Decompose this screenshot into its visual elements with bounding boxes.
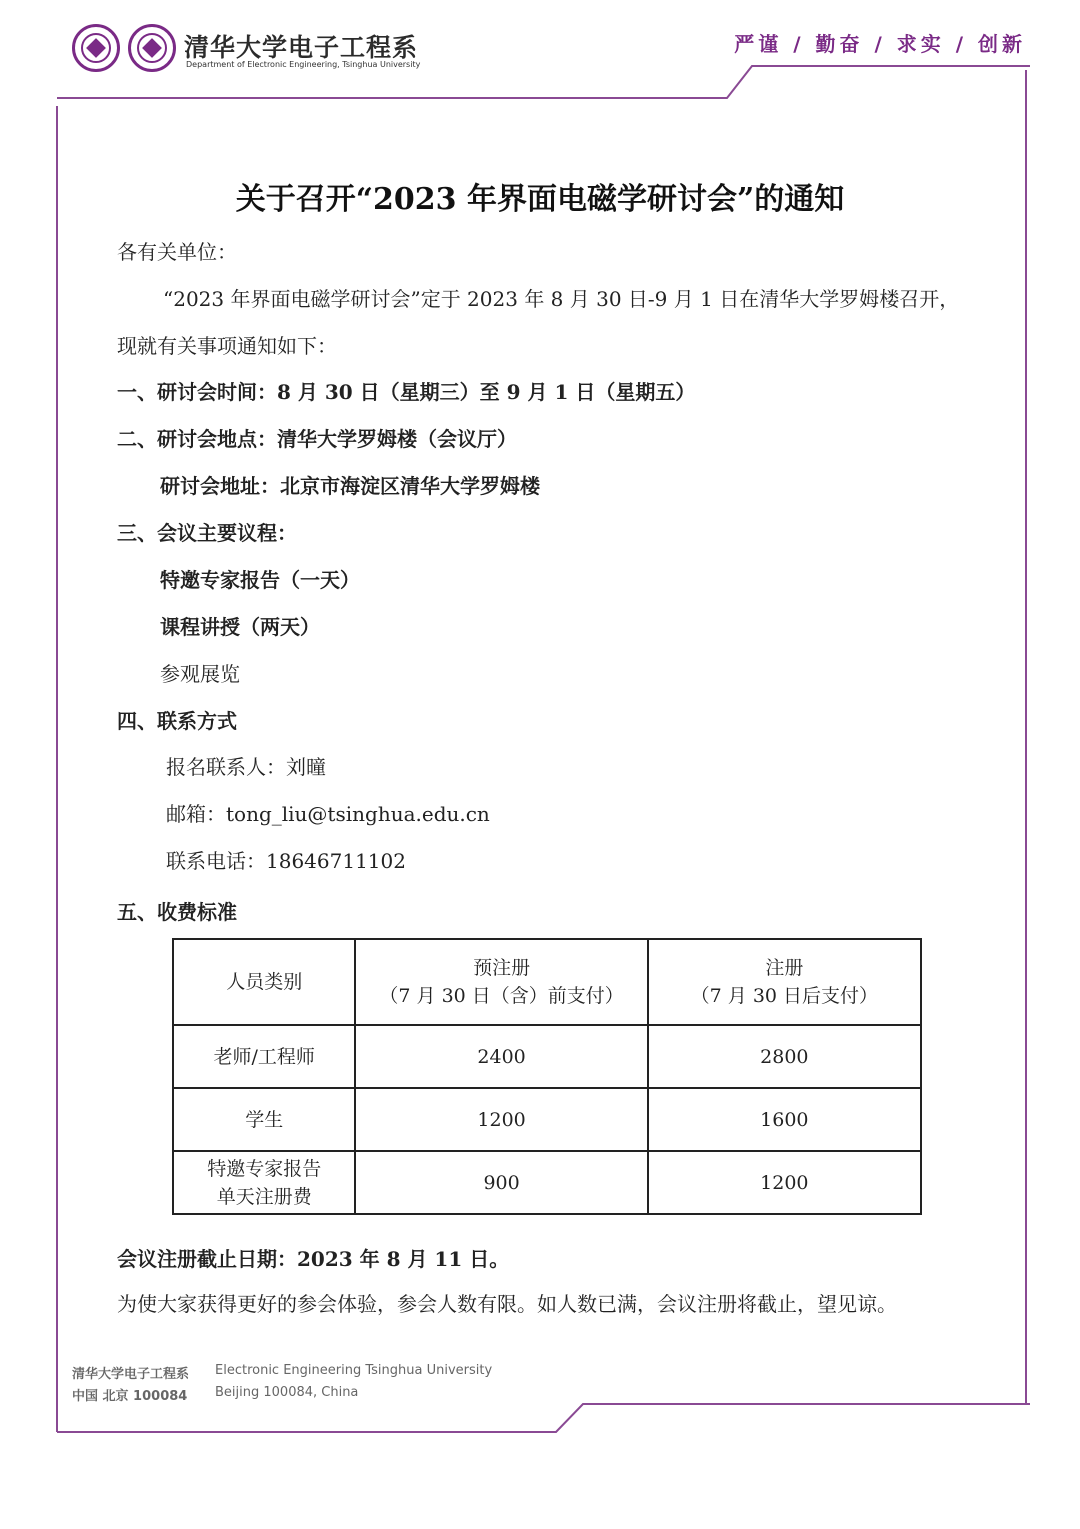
header-reg-note: （7 月 30 日后支付）: [690, 985, 879, 1007]
dept-name-cn: 清华大学电子工程系: [184, 33, 419, 62]
section-venue: 二、研讨会地点：清华大学罗姆楼（会议厅）: [117, 427, 517, 451]
row-reg-fee: 2800: [648, 1025, 921, 1088]
contact-phone: 联系电话：18646711102: [166, 849, 406, 873]
row-category-line-2: 单天注册费: [216, 1185, 312, 1208]
row-category: [173, 1151, 355, 1214]
header-pre-title: 预注册: [473, 957, 531, 979]
intro-line-1: “2023 年界面电磁学研讨会”定于 2023 年 8 月 30 日-9 月 1 日在清华大学罗姆楼召开，: [163, 287, 960, 311]
ee-dept-logo: [128, 24, 176, 72]
footer-en-line-2: Beijing 100084, China: [215, 1385, 359, 1400]
header-pre-note: （7 月 30 日（含）前支付）: [379, 985, 624, 1007]
fee-table: [172, 938, 922, 1215]
intro-line-2: 现就有关事项通知如下：: [117, 334, 337, 358]
contact-email: 邮箱：tong_liu@tsinghua.edu.cn: [166, 802, 490, 826]
table-header-row: [173, 939, 921, 1025]
header-registration: [648, 939, 921, 1025]
row-pre-fee: 2400: [355, 1025, 647, 1088]
header-preregistration: [355, 939, 647, 1025]
agenda-item-1: 特邀专家报告（一天）: [160, 568, 360, 592]
row-pre-fee: 900: [355, 1151, 647, 1214]
row-reg-fee: 1200: [648, 1151, 921, 1214]
row-category: 学生: [173, 1088, 355, 1151]
closing-note: 为使大家获得更好的参会体验，参会人数有限。如人数已满，会议注册将截止，望见谅。: [117, 1292, 897, 1316]
table-row: [173, 1025, 921, 1088]
header-category: 人员类别: [173, 939, 355, 1025]
salutation: 各有关单位：: [117, 240, 237, 264]
section-time: 一、研讨会时间：8 月 30 日（星期三）至 9 月 1 日（星期五）: [117, 380, 696, 404]
section-fees-heading: 五、收费标准: [117, 900, 237, 924]
section-contact-heading: 四、联系方式: [117, 709, 237, 733]
motto: 严谨 / 勤奋 / 求实 / 创新: [734, 32, 1026, 56]
registration-deadline: 会议注册截止日期：2023 年 8 月 11 日。: [117, 1247, 510, 1271]
agenda-item-2: 课程讲授（两天）: [160, 615, 320, 639]
footer-en-line-1: Electronic Engineering Tsinghua University: [215, 1363, 493, 1378]
contact-person: 报名联系人：刘曈: [166, 755, 326, 779]
header-reg-title: 注册: [765, 957, 804, 979]
row-category: 老师/工程师: [173, 1025, 355, 1088]
tsinghua-seal-logo: [72, 24, 120, 72]
row-pre-fee: 1200: [355, 1088, 647, 1151]
table-row: [173, 1151, 921, 1214]
footer-cn-line-2: 中国 北京 100084: [72, 1389, 188, 1404]
row-category-line-1: 特邀专家报告: [207, 1157, 322, 1180]
row-reg-fee: 1600: [648, 1088, 921, 1151]
agenda-item-3: 参观展览: [160, 662, 240, 686]
footer-cn-line-1: 清华大学电子工程系: [72, 1367, 190, 1382]
dept-name-en: Department of Electronic Engineering, Tsinghua University: [186, 60, 421, 69]
section-address: 研讨会地址：北京市海淀区清华大学罗姆楼: [160, 474, 540, 498]
table-row: [173, 1088, 921, 1151]
section-agenda-heading: 三、会议主要议程：: [117, 521, 297, 545]
notice-title: 关于召开“2023 年界面电磁学研讨会”的通知: [235, 182, 845, 217]
